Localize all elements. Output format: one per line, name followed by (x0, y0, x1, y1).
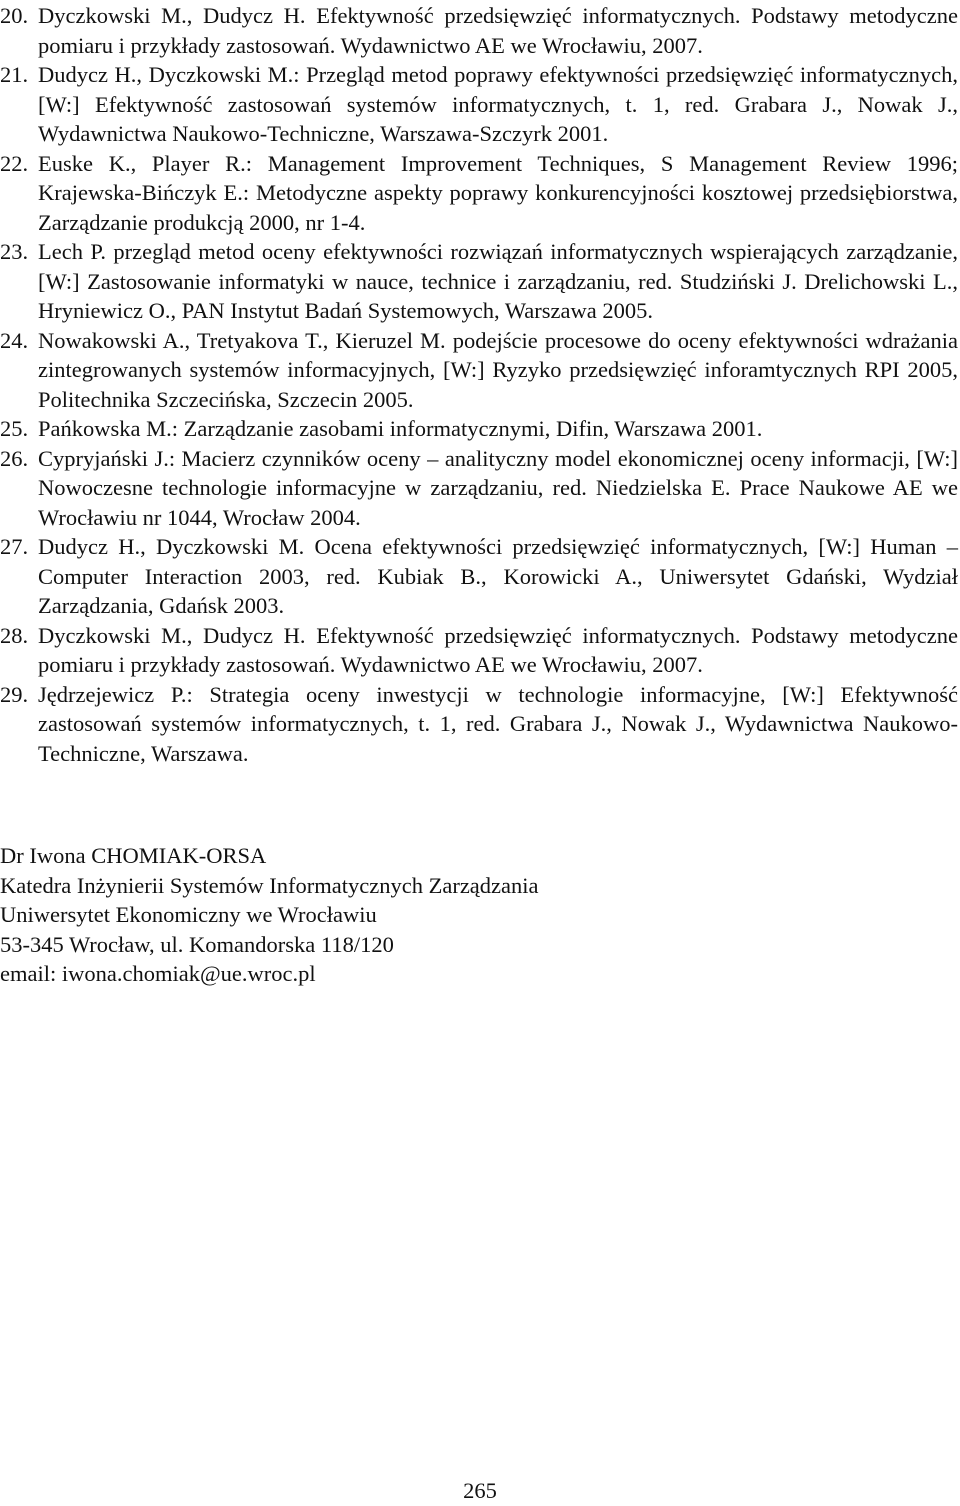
reference-item-26 (0, 444, 958, 533)
reference-text: Dyczkowski M., Dudycz H. Efektywność przedsięwzięć informatycznych. Podstawy metodyczne pomiaru i przykłady zastosowań. Wydawnictwo AE we Wrocławiu, 2007. (38, 3, 958, 58)
reference-text: Pańkowska M.: Zarządzanie zasobami informatycznymi, Difin, Warszawa 2001. (38, 416, 763, 441)
reference-item-20 (0, 1, 958, 60)
author-name: Dr Iwona CHOMIAK-ORSA (0, 843, 267, 868)
reference-item-25 (0, 414, 958, 444)
reference-number: 27. (0, 534, 29, 559)
page-number: 265 (463, 1478, 497, 1503)
reference-item-27 (0, 532, 958, 621)
reference-item-29 (0, 680, 958, 769)
reference-text: Cypryjański J.: Macierz czynników oceny – analityczny model ekonomicznej oceny informacji, [W:] Nowoczesne technologie informacyjne w zarządzaniu, red. Niedzielska E. Prace Naukowe AE we Wrocławiu nr 1044, Wrocław 2004. (38, 445, 958, 530)
author-address: 53-345 Wrocław, ul. Komandorska 118/120 (0, 931, 394, 957)
reference-text: Lech P. przegląd metod oceny efektywności rozwiązań informatycznych wspierających zarządzanie, [W:] Zastosowanie informatyki w nauce, technice i zarządzaniu, red. Studziński J. Drelichowski L., Hryniewicz O., PAN Instytut Badań Systemowych, Warszawa 2005. (38, 239, 958, 323)
reference-item-28 (0, 621, 958, 680)
reference-number: 25. (0, 416, 29, 441)
reference-text: Nowakowski A., Tretyakova T., Kieruzel M. podejście procesowe do oceny efektywności wdrażania zintegrowanych systemów informacyjnych, [W:] Ryzyko przedsięwzięć inforamtycznych RPI 2005, Politechnika Szczecińska, Szczecin 2005. (38, 327, 958, 412)
reference-item-23 (0, 237, 958, 326)
author-affiliation (0, 841, 900, 989)
reference-number: 29. (0, 681, 29, 707)
reference-text: Dudycz H., Dyczkowski M.: Przegląd metod poprawy efektywności przedsięwzięć informatycznych, [W:] Efektywność zastosowań systemów informatycznych, t. 1, red. Grabara J., Nowak J., Wydawnictwa Naukowo-Techniczne, Warszawa-Szczyrk 2001. (38, 62, 958, 146)
reference-number: 20. (0, 3, 29, 28)
reference-number: 28. (0, 622, 29, 648)
reference-number: 22. (0, 150, 29, 176)
reference-text: Jędrzejewicz P.: Strategia oceny inwestycji w technologie informacyjne, [W:] Efektywność zastosowań systemów informatycznych, t. 1, red. Grabara J., Nowak J., Wydawnictwa Naukowo-Techniczne, Warszawa. (38, 681, 958, 766)
author-university: Uniwersytet Ekonomiczny we Wrocławiu (0, 902, 377, 927)
reference-list (0, 1, 958, 768)
reference-number: 24. (0, 327, 29, 353)
reference-item-24 (0, 326, 958, 415)
author-email: email: iwona.chomiak@ue.wroc.pl (0, 961, 316, 986)
reference-number: 23. (0, 239, 29, 264)
author-department: Katedra Inżynierii Systemów Informatycznych Zarządzania (0, 872, 539, 898)
reference-number: 26. (0, 445, 29, 471)
reference-item-22 (0, 149, 958, 238)
reference-text: Dyczkowski M., Dudycz H. Efektywność przedsięwzięć informatycznych. Podstawy metodyczne pomiaru i przykłady zastosowań. Wydawnictwo AE we Wrocławiu, 2007. (38, 622, 958, 677)
reference-text: Dudycz H., Dyczkowski M. Ocena efektywności przedsięwzięć informatycznych, [W:] Human – Computer Interaction 2003, red. Kubiak B., Korowicki A., Uniwersytet Gdański, Wydział Zarządzania, Gdańsk 2003. (38, 534, 958, 618)
reference-item-21 (0, 60, 958, 149)
reference-text: Euske K., Player R.: Management Improvement Techniques, S Management Review 1996; Krajewska-Bińczyk E.: Metodyczne aspekty poprawy konkurencyjności kosztowej przedsiębiorstwa, Zarządzanie produkcją 2000, nr 1-4. (38, 150, 958, 235)
reference-number: 21. (0, 62, 29, 87)
